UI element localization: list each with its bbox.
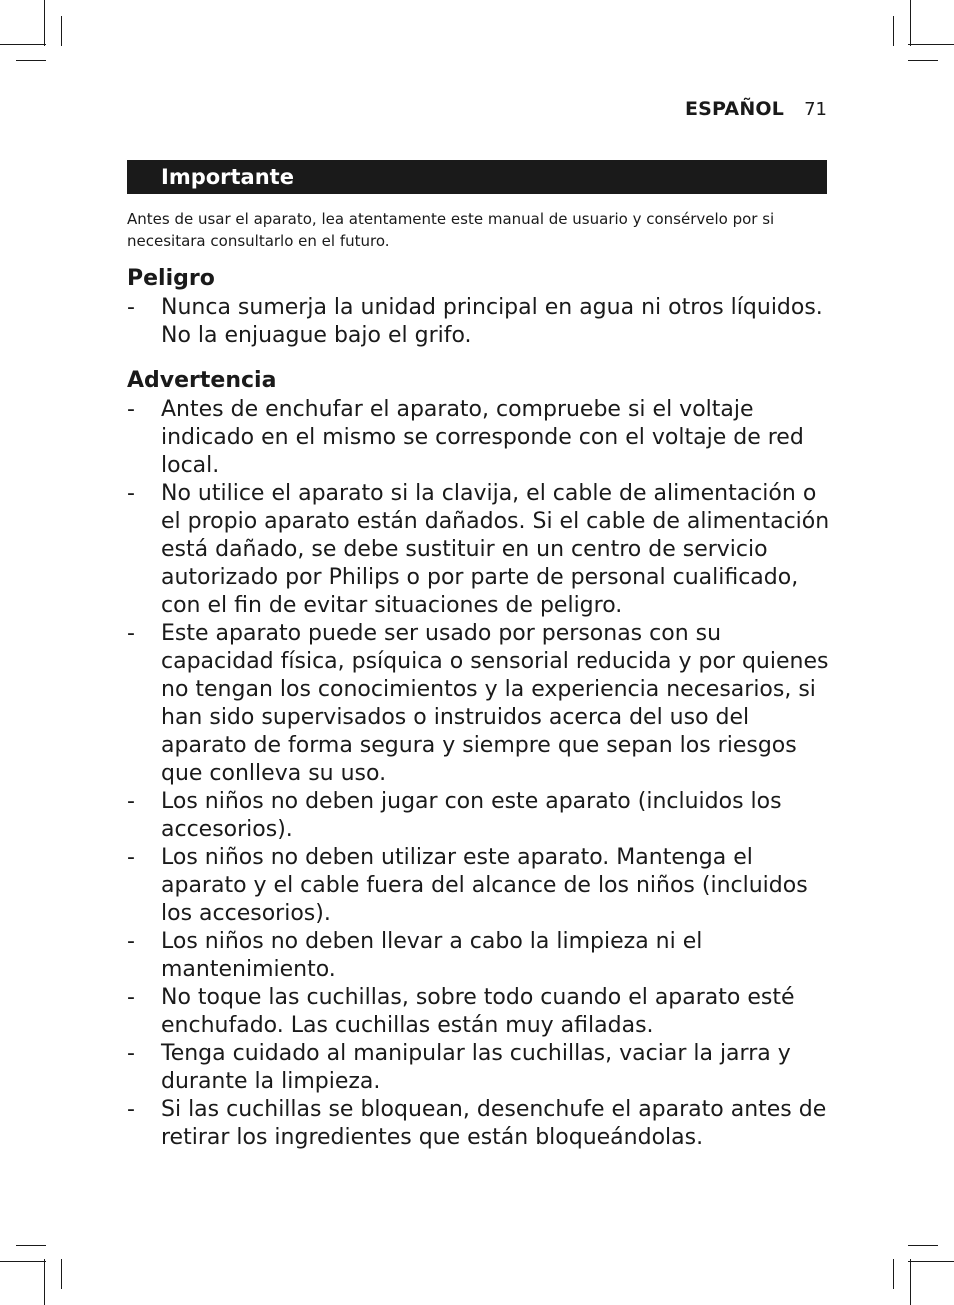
section-title: Importante: [161, 165, 294, 189]
page-number: 71: [804, 99, 827, 120]
list-item: - Los niños no deben utilizar este aparato. Mantenga el aparato y el cable fuera del alcance de los niños (incluidos los accesorios).: [127, 844, 832, 928]
crop-mark: [908, 1245, 938, 1246]
advertencia-heading: Advertencia: [127, 368, 277, 393]
list-item: - No utilice el aparato si la clavija, el cable de alimentación o el propio aparato están dañados. Si el cable de alimentación está dañado, se debe sustituir en un centro de servicio autorizado por Philips o por parte de personal cualificado, con el fin de evitar situaciones de peligro.: [127, 480, 832, 620]
page-content: [127, 208, 832, 1152]
list-item: - No toque las cuchillas, sobre todo cuando el aparato esté enchufado. Las cuchillas están muy afiladas.: [127, 984, 832, 1040]
advertencia-list: [127, 396, 832, 1152]
section-title-bar: [127, 160, 827, 194]
intro-paragraph: Antes de usar el aparato, lea atentamente este manual de usuario y consérvelo por si necesitara consultarlo en el futuro.: [127, 210, 775, 250]
crop-mark: [0, 1261, 46, 1262]
crop-mark: [61, 1259, 62, 1289]
header-language: ESPAÑOL: [684, 98, 785, 120]
list-item: - Los niños no deben jugar con este aparato (incluidos los accesorios).: [127, 788, 832, 844]
crop-mark: [893, 16, 894, 46]
list-item: - Tenga cuidado al manipular las cuchillas, vaciar la jarra y durante la limpieza.: [127, 1040, 832, 1096]
list-item: - Los niños no deben llevar a cabo la limpieza ni el mantenimiento.: [127, 928, 832, 984]
crop-mark: [0, 44, 46, 45]
crop-mark: [908, 44, 954, 45]
crop-mark: [61, 16, 62, 46]
crop-mark: [908, 60, 938, 61]
peligro-list: [127, 294, 832, 350]
crop-mark: [16, 1245, 46, 1246]
crop-mark: [16, 60, 46, 61]
list-item: - Antes de enchufar el aparato, compruebe si el voltaje indicado en el mismo se corresponde con el voltaje de red local.: [127, 396, 832, 480]
crop-mark: [910, 0, 911, 46]
list-item: - Nunca sumerja la unidad principal en agua ni otros líquidos. No la enjuague bajo el grifo.: [127, 294, 832, 350]
peligro-heading: Peligro: [127, 266, 215, 291]
list-item: - Si las cuchillas se bloquean, desenchufe el aparato antes de retirar los ingredientes que están bloqueándolas.: [127, 1096, 832, 1152]
crop-mark: [44, 0, 45, 46]
running-header: [685, 98, 827, 120]
list-item: - Este aparato puede ser usado por personas con su capacidad física, psíquica o sensorial reducida y por quienes no tengan los conocimientos y la experiencia necesarios, si han sido supervisados o instruidos acerca del uso del aparato de forma segura y siempre que sepan los riesgos que conlleva su uso.: [127, 620, 832, 788]
crop-mark: [908, 1261, 954, 1262]
crop-mark: [910, 1259, 911, 1305]
crop-mark: [44, 1259, 45, 1305]
crop-mark: [893, 1259, 894, 1289]
